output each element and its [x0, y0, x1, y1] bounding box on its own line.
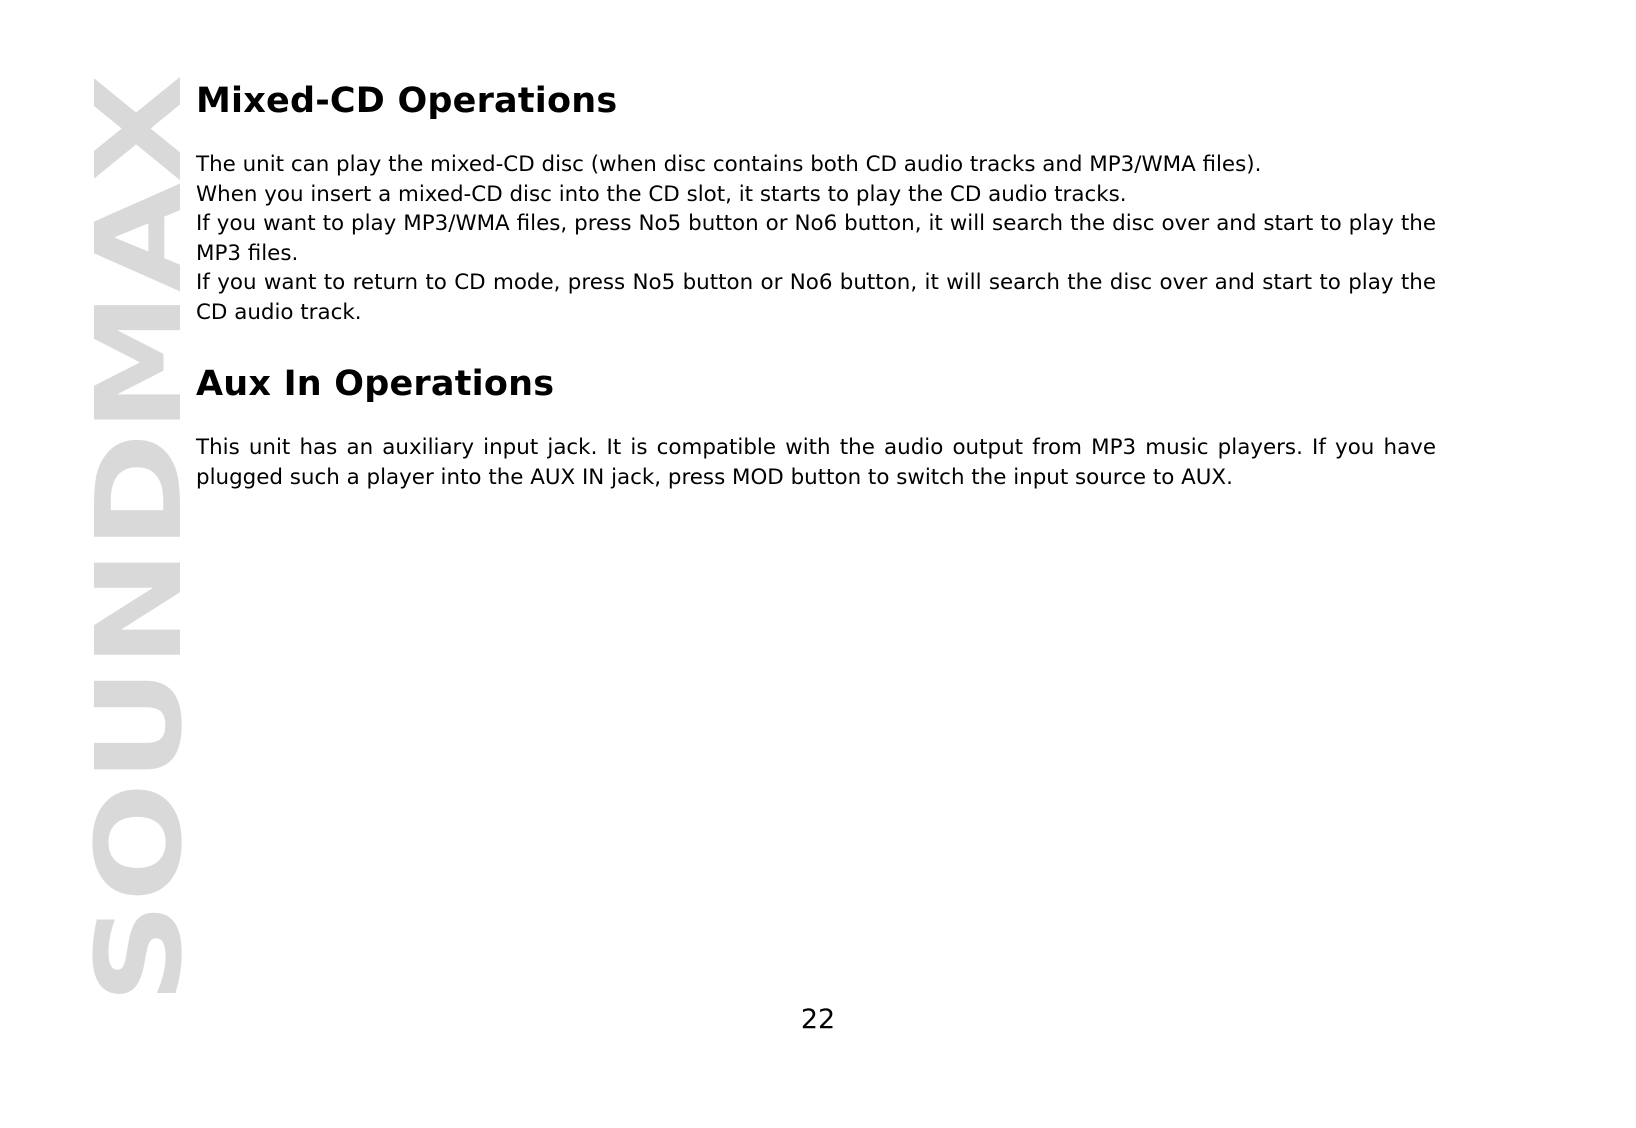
section-heading-aux-in: Aux In Operations: [196, 364, 555, 404]
main-content: [196, 78, 1436, 492]
section-heading-mixed-cd: Mixed-CD Operations: [196, 81, 618, 121]
paragraph: If you want to return to CD mode, press No5 button or No6 button, it will search the disc over and start to play the CD audio track.: [196, 270, 1436, 325]
paragraph: If you want to play MP3/WMA files, press No5 button or No6 button, it will search the disc over and start to play the MP3 files.: [196, 211, 1436, 266]
soundmax-watermark-logo: [70, 74, 208, 1004]
mixed-cd-section: [196, 78, 1436, 327]
watermark-text: SOUNDMAX: [70, 226, 208, 1004]
paragraph: This unit has an auxiliary input jack. It is compatible with the audio output from MP3 music players. If you have plugged such a player into the AUX IN jack, press MOD button to switch the input source to AUX.: [196, 435, 1436, 490]
paragraph: The unit can play the mixed-CD disc (when disc contains both CD audio tracks and MP3/WMA files).: [196, 152, 1262, 177]
aux-in-section: [196, 361, 1436, 492]
paragraph: When you insert a mixed-CD disc into the CD slot, it starts to play the CD audio tracks.: [196, 181, 1127, 207]
page-number: 22: [800, 1004, 836, 1035]
